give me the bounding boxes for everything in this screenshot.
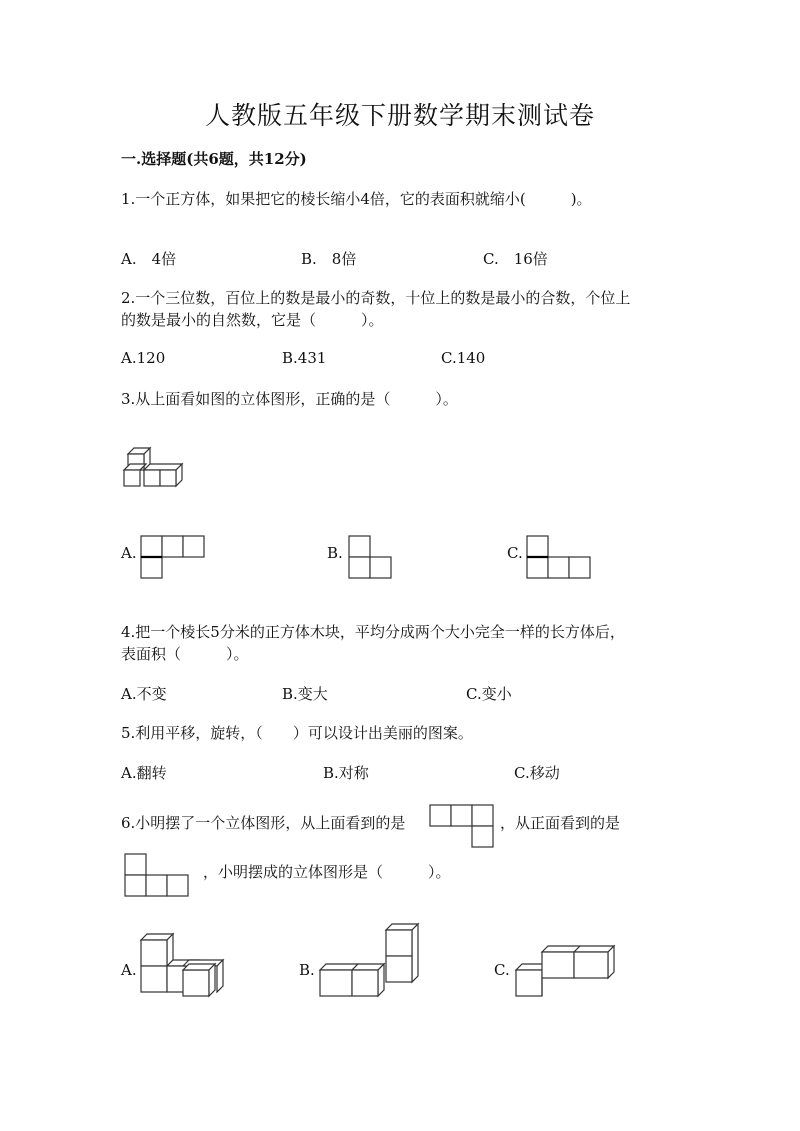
- question-3-solid-figure: [120, 440, 190, 492]
- question-6-stem-part1: 6.小明摆了一个立体图形，从上面看到的是: [121, 814, 406, 832]
- question-6-stem-part2: ，从正面看到的是: [500, 814, 621, 832]
- question-2-stem-line1: 2.一个三位数，百位上的数是最小的奇数，十位上的数是最小的合数，个位上: [121, 289, 631, 307]
- question-2-option-a[interactable]: A.120: [121, 349, 166, 367]
- question-3-option-a-figure[interactable]: [140, 535, 206, 579]
- question-3-option-b[interactable]: B.: [327, 544, 343, 562]
- question-6-front-view-figure: [124, 853, 192, 899]
- question-6-top-view-figure: [429, 804, 497, 850]
- question-5-stem: 5.利用平移，旋转，（ ）可以设计出美丽的图案。: [121, 724, 473, 742]
- question-6-option-c-figure[interactable]: [514, 942, 624, 1000]
- question-3-option-b-figure[interactable]: [348, 535, 394, 581]
- question-6-option-a-figure[interactable]: [138, 928, 228, 1000]
- question-3-stem: 3.从上面看如图的立体图形，正确的是（ ）。: [121, 390, 458, 408]
- question-1-stem: 1.一个正方体，如果把它的棱长缩小4倍，它的表面积就缩小( )。: [121, 190, 592, 208]
- question-6-option-a[interactable]: A.: [121, 961, 137, 979]
- question-3-option-c[interactable]: C.: [507, 544, 523, 562]
- question-6-option-b[interactable]: B.: [299, 961, 315, 979]
- question-3-option-a[interactable]: A.: [121, 544, 137, 562]
- question-4-option-a[interactable]: A.不变: [121, 685, 167, 703]
- question-1-option-b[interactable]: B. 8倍: [301, 250, 357, 268]
- question-5-option-b[interactable]: B.对称: [323, 764, 369, 782]
- question-4-stem-line2: 表面积（ ）。: [121, 645, 249, 663]
- question-2-option-c[interactable]: C.140: [441, 349, 486, 367]
- question-6-option-b-figure[interactable]: [318, 920, 428, 1000]
- page-title: 人教版五年级下册数学期末测试卷: [204, 101, 595, 130]
- question-5-option-c[interactable]: C.移动: [514, 764, 560, 782]
- question-2-option-b[interactable]: B.431: [282, 349, 327, 367]
- question-4-stem-line1: 4.把一个棱长5分米的正方体木块，平均分成两个大小完全一样的长方体后，: [121, 623, 625, 641]
- question-2-stem-line2: 的数是最小的自然数，它是（ ）。: [121, 311, 384, 329]
- question-5-option-a[interactable]: A.翻转: [121, 764, 167, 782]
- question-1-option-c[interactable]: C. 16倍: [483, 250, 548, 268]
- question-6-stem-part3: ，小明摆成的立体图形是（ ）。: [203, 863, 451, 881]
- section-heading: 一.选择题(共6题，共12分): [121, 150, 307, 168]
- question-1-option-a[interactable]: A. 4倍: [121, 250, 177, 268]
- question-4-option-b[interactable]: B.变大: [282, 685, 328, 703]
- question-3-option-c-figure[interactable]: [526, 535, 594, 581]
- question-4-option-c[interactable]: C.变小: [466, 685, 512, 703]
- question-6-option-c[interactable]: C.: [494, 961, 510, 979]
